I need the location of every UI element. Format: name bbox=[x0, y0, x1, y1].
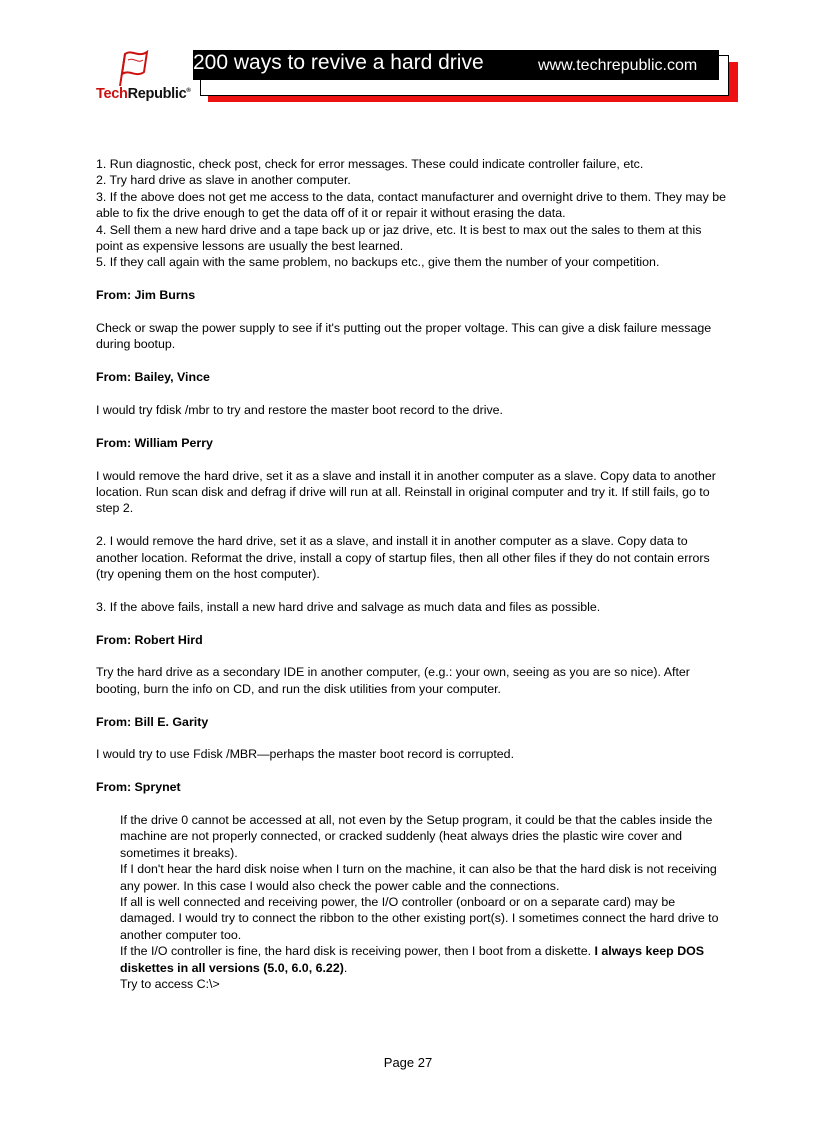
answer-text: I would remove the hard drive, set it as a slave and install it in another computer as a slave. Copy data to another location. Run scan disk and defrag if drive will run at all. Reinstall in original computer and try it. If still fails, go to step 2. bbox=[96, 468, 716, 516]
header-banner bbox=[193, 50, 719, 80]
logo-wordmark: TechRepublic® bbox=[96, 86, 191, 102]
answer-text: I would try fdisk /mbr to try and restore the master boot record to the drive. bbox=[96, 403, 503, 418]
answer-text: 2. I would remove the hard drive, set it as a slave, and install it in another computer as a slave. Copy data to another location. Reformat the drive, install a copy of startup files, then all other files if they do not contain errors (try opening them on the host computer). bbox=[96, 534, 710, 582]
author-heading: From: Bill E. Garity bbox=[96, 714, 209, 729]
author-heading: From: William Perry bbox=[96, 435, 213, 450]
flag-icon bbox=[116, 48, 152, 88]
intro-item: 1. Run diagnostic, check post, check for error messages. These could indicate controller failure, etc. bbox=[96, 157, 644, 171]
techrepublic-logo bbox=[92, 48, 191, 106]
answer-text: If all is well connected and receiving power, the I/O controller (onboard or on a separate card) may be damaged. I would try to connect the ribbon to the other existing port(s). I sometimes connect the hard drive to another computer too. bbox=[120, 895, 719, 942]
page-content bbox=[96, 156, 726, 993]
answer-text: Try the hard drive as a secondary IDE in another computer, (e.g.: your own, seeing as you are so nice). After booting, burn the info on CD, and run the disk utilities from your computer. bbox=[96, 665, 690, 696]
answer-text: If the drive 0 cannot be accessed at all, not even by the Setup program, it could be that the cables inside the machine are not properly connected, or cracked suddenly (heat always dries the plastic wire cover and sometimes it breaks). bbox=[120, 813, 713, 860]
intro-item: 2. Try hard drive as slave in another computer. bbox=[96, 173, 351, 188]
answer-text: 3. If the above fails, install a new hard drive and salvage as much data and files as possible. bbox=[96, 599, 601, 614]
answer-text: If the I/O controller is fine, the hard disk is receiving power, then I boot from a diskette. I always keep DOS diskettes in all versions (5.0, 6.0, 6.22). bbox=[120, 944, 705, 975]
intro-item: 3. If the above does not get me access to the data, contact manufacturer and overnight drive to them. They may be able to fix the drive enough to get the data off of it or repair it without erasing the data. bbox=[96, 189, 726, 221]
answer-text: If I don't hear the hard disk noise when I turn on the machine, it can also be that the hard disk is not receiving any power. In this case I would also check the power cable and the connections. bbox=[120, 862, 717, 893]
answer-text: Check or swap the power supply to see if it's putting out the proper voltage. This can give a disk failure message during bootup. bbox=[96, 321, 712, 352]
intro-item: 5. If they call again with the same problem, no backups etc., give them the number of your competition. bbox=[96, 255, 660, 270]
page-number: Page 27 bbox=[383, 1055, 433, 1070]
document-title: 200 ways to revive a hard drive bbox=[193, 51, 484, 74]
answer-text: I would try to use Fdisk /MBR—perhaps the master boot record is corrupted. bbox=[96, 747, 515, 762]
sprynet-answer bbox=[96, 812, 726, 992]
intro-item: 4. Sell them a new hard drive and a tape back up or jaz drive, etc. It is best to max out the sales to them at this point as expensive lessons are usually the best learned. bbox=[96, 222, 702, 254]
header-url: www.techrepublic.com bbox=[538, 57, 698, 74]
emphasis-text: I always keep DOS diskettes in all versions (5.0, 6.0, 6.22) bbox=[120, 944, 705, 975]
author-heading: From: Jim Burns bbox=[96, 288, 196, 303]
author-heading: From: Sprynet bbox=[96, 780, 181, 795]
answer-text: Try to access C:\> bbox=[120, 977, 220, 992]
author-heading: From: Bailey, Vince bbox=[96, 370, 210, 385]
author-heading: From: Robert Hird bbox=[96, 632, 203, 647]
